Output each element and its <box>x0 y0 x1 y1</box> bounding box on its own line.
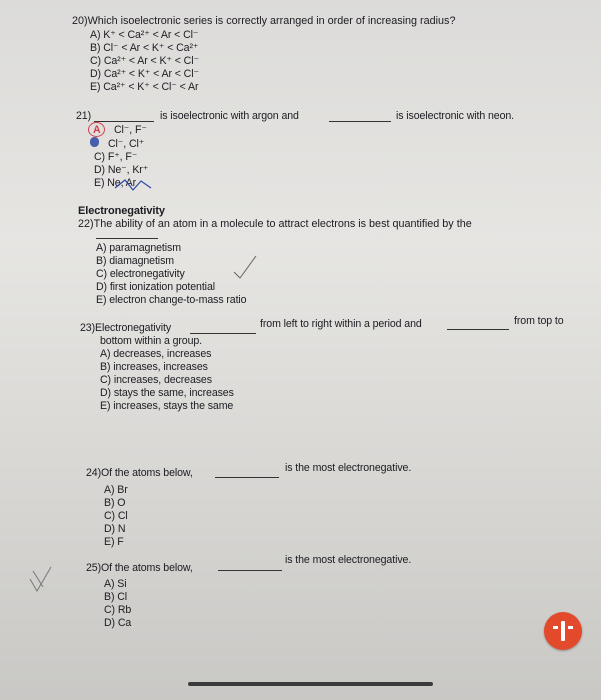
q23-blank-1 <box>190 333 256 334</box>
q24-option-e: E) F <box>104 536 124 548</box>
q24-option-c: C) Cl <box>104 510 128 522</box>
q21-blank-1 <box>94 121 154 122</box>
q23-option-b: B) increases, increases <box>100 361 208 373</box>
q23-stem-line2: bottom within a group. <box>100 335 203 347</box>
q21-option-a-letter: A <box>93 124 101 136</box>
q21-option-c: C) F⁺, F⁻ <box>94 151 138 163</box>
q25-option-d: D) Ca <box>104 617 132 629</box>
exclamation-badge-icon[interactable] <box>544 612 582 650</box>
q20-option-c: C) Ca²⁺ < Ar < K⁺ < Cl⁻ <box>90 55 199 67</box>
question-25-stem-start: 25)Of the atoms below, <box>86 562 193 574</box>
q21-option-d: D) Ne⁻, Kr⁺ <box>94 164 149 176</box>
q21-stem-mid: is isoelectronic with argon and <box>160 110 299 122</box>
q25-blank <box>218 570 282 571</box>
question-21-number: 21) <box>76 110 92 122</box>
q22-option-c: C) electronegativity <box>96 268 185 280</box>
q21-option-e: E) Ne, Ar <box>94 177 137 189</box>
q21-stem-end: is isoelectronic with neon. <box>396 110 515 122</box>
q24-blank <box>215 477 279 478</box>
q25-option-c: C) Rb <box>104 604 132 616</box>
q24-option-a: A) Br <box>104 484 128 496</box>
q22-option-d: D) first ionization potential <box>96 281 215 293</box>
q24-option-d: D) N <box>104 523 126 535</box>
question-23-stem-start: 23)Electronegativity <box>80 322 172 334</box>
q22-blank <box>96 238 158 239</box>
q23-stem-end: from top to <box>514 315 564 327</box>
q22-option-b: B) diamagnetism <box>96 255 174 267</box>
question-20-stem: 20)Which isoelectronic series is correctly arranged in order of increasing radius? <box>72 15 456 27</box>
q23-option-e: E) increases, stays the same <box>100 400 234 412</box>
q20-option-d: D) Ca²⁺ < K⁺ < Ar < Cl⁻ <box>90 68 199 80</box>
q25-option-b: B) Cl <box>104 591 128 603</box>
q23-option-c: C) increases, decreases <box>100 374 212 386</box>
q23-option-a: A) decreases, increases <box>100 348 212 360</box>
q23-stem-mid: from left to right within a period and <box>260 318 422 330</box>
question-24-stem-start: 24)Of the atoms below, <box>86 467 193 479</box>
q20-option-b: B) Cl⁻ < Ar < K⁺ < Ca²⁺ <box>90 42 199 54</box>
section-heading: Electronegativity <box>78 205 165 217</box>
scroll-indicator-bar <box>188 682 433 686</box>
q23-option-d: D) stays the same, increases <box>100 387 234 399</box>
q25-option-a: A) Si <box>104 578 127 590</box>
question-22-stem: 22)The ability of an atom in a molecule to attract electrons is best quantified by the <box>78 218 472 230</box>
q23-blank-2 <box>447 329 509 330</box>
ink-tick-mark <box>27 565 55 597</box>
q22-option-a: A) paramagnetism <box>96 242 181 254</box>
q20-option-e: E) Ca²⁺ < K⁺ < Cl⁻ < Ar <box>90 81 199 93</box>
q25-stem-end: is the most electronegative. <box>285 554 412 566</box>
q21-blank-2 <box>329 121 391 122</box>
q24-stem-end: is the most electronegative. <box>285 462 412 474</box>
check-mark-icon <box>230 252 260 282</box>
q24-option-b: B) O <box>104 497 126 509</box>
q20-option-a: A) K⁺ < Ca²⁺ < Ar < Cl⁻ <box>90 29 199 41</box>
q21-option-a: Cl⁻, F⁻ <box>114 124 147 136</box>
q21-option-b: Cl⁻, Cl⁺ <box>108 138 145 150</box>
scroll-indicator[interactable] <box>0 680 601 700</box>
q22-option-e: E) electron change-to-mass ratio <box>96 294 247 306</box>
ink-scribble-b <box>90 137 99 147</box>
ink-strike-mark <box>113 176 158 194</box>
